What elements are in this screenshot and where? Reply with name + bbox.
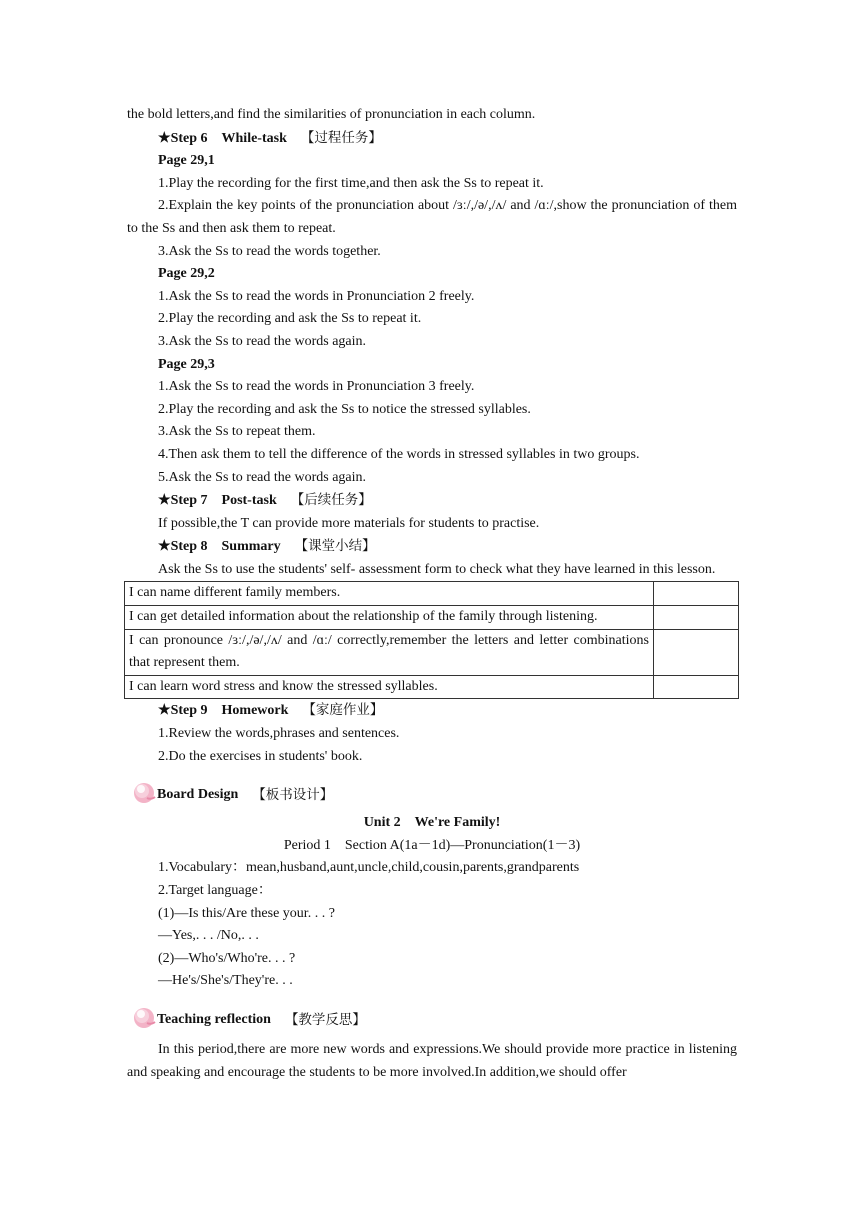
- reflection-text: In this period,there are more new words and expressions.We should provide more practice in listening and speaking and encourage the students to be more involved.In addition,we should offer: [127, 1041, 737, 1080]
- list-item: 2.Explain the key points of the pronunciation about /ɜː/,/ə/,/ʌ/ and /ɑː/,show the pronunciation of them to the Ss and then ask them to repeat.: [127, 198, 737, 236]
- step7-text: If possible,the T can provide more materials for students to practise.: [158, 515, 540, 531]
- intro-line: the bold letters,and find the similarities of pronunciation in each column.: [127, 107, 536, 122]
- table-cell: I can get detailed information about the relationship of the family through listening.: [125, 606, 654, 630]
- page29-1-title: Page 29,1: [158, 153, 215, 169]
- page29-2-title: Page 29,2: [158, 266, 215, 282]
- star-icon: ★: [158, 703, 171, 719]
- teaching-reflection-heading: [127, 1007, 737, 1033]
- list-item: 1.Play the recording for the first time,and then ask the Ss to repeat it.: [158, 175, 544, 191]
- board-line: (2)—Who's/Who're. . . ?: [158, 950, 296, 966]
- list-item: 1.Ask the Ss to read the words in Pronunciation 3 freely.: [158, 379, 475, 395]
- step-cn: 【家庭作业】: [302, 702, 384, 719]
- table-cell: I can learn word stress and know the stressed syllables.: [125, 675, 654, 699]
- list-item: 3.Ask the Ss to repeat them.: [158, 424, 316, 440]
- table-cell: I can pronounce /ɜː/,/ə/,/ʌ/ and /ɑː/ correctly,remember the letters and letter combinations that represent them.: [125, 629, 654, 675]
- step6-heading: [127, 127, 737, 151]
- list-item: 2.Play the recording and ask the Ss to repeat it.: [158, 311, 422, 327]
- list-item: 4.Then ask them to tell the difference of the words in stressed syllables in two groups.: [158, 446, 640, 462]
- page29-3-title: Page 29,3: [158, 356, 215, 372]
- step-cn: 【过程任务】: [300, 129, 382, 146]
- table-row: [125, 675, 739, 699]
- flower-icon: [131, 780, 157, 806]
- step-name: Summary: [221, 539, 281, 555]
- step8-heading: [127, 535, 737, 559]
- step-name: Homework: [221, 703, 289, 719]
- board-line: (1)—Is this/Are these your. . . ?: [158, 905, 335, 921]
- board-design-heading: [127, 782, 737, 808]
- document-page: [127, 104, 737, 1084]
- board-line: —Yes,. . . /No,. . .: [158, 928, 259, 944]
- board-line: 1.Vocabulary：mean,husband,aunt,uncle,child,cousin,parents,grandparents: [158, 860, 580, 876]
- star-icon: ★: [158, 130, 171, 146]
- list-item: 3.Ask the Ss to read the words again.: [158, 333, 367, 349]
- check-cell[interactable]: [654, 675, 739, 699]
- star-icon: ★: [158, 493, 171, 509]
- list-item: 3.Ask the Ss to read the words together.: [158, 243, 381, 259]
- section-cn: 【板书设计】: [252, 786, 334, 803]
- list-item: 2.Do the exercises in students' book.: [158, 748, 363, 764]
- step-label: Step 9: [170, 703, 208, 719]
- step9-heading: [127, 699, 737, 723]
- period-line: Period 1 Section A(1a－1d)—Pronunciation(1－3): [283, 837, 581, 853]
- board-line: —He's/She's/They're. . .: [158, 973, 293, 989]
- unit-title: Unit 2 We're Family!: [363, 815, 501, 831]
- list-item: 1.Review the words,phrases and sentences.: [158, 726, 400, 742]
- step7-heading: [127, 489, 737, 513]
- list-item: 5.Ask the Ss to read the words again.: [158, 469, 367, 485]
- table-row: [125, 582, 739, 606]
- step8-text: Ask the Ss to use the students' self- assessment form to check what they have learned in this lesson.: [158, 561, 716, 577]
- list-item: 2.Play the recording and ask the Ss to notice the stressed syllables.: [158, 401, 531, 417]
- table-cell: I can name different family members.: [125, 582, 654, 606]
- check-cell[interactable]: [654, 606, 739, 630]
- board-line: 2.Target language：: [158, 883, 272, 898]
- self-assessment-table: [124, 581, 739, 699]
- step-label: Step 7: [170, 493, 208, 509]
- flower-icon: [131, 1005, 157, 1031]
- section-title: Board Design: [157, 786, 239, 802]
- table-row: [125, 606, 739, 630]
- section-cn: 【教学反思】: [284, 1011, 366, 1028]
- table-row: [125, 629, 739, 675]
- star-icon: ★: [158, 539, 171, 555]
- step-cn: 【课堂小结】: [294, 538, 376, 555]
- list-item: 1.Ask the Ss to read the words in Pronunciation 2 freely.: [158, 288, 475, 304]
- check-cell[interactable]: [654, 582, 739, 606]
- step-name: Post-task: [221, 493, 277, 509]
- step-label: Step 8: [170, 539, 208, 555]
- check-cell[interactable]: [654, 629, 739, 675]
- section-title: Teaching reflection: [157, 1011, 271, 1027]
- step-label: Step 6: [170, 130, 208, 146]
- step-name: While-task: [221, 130, 287, 146]
- step-cn: 【后续任务】: [290, 492, 372, 509]
